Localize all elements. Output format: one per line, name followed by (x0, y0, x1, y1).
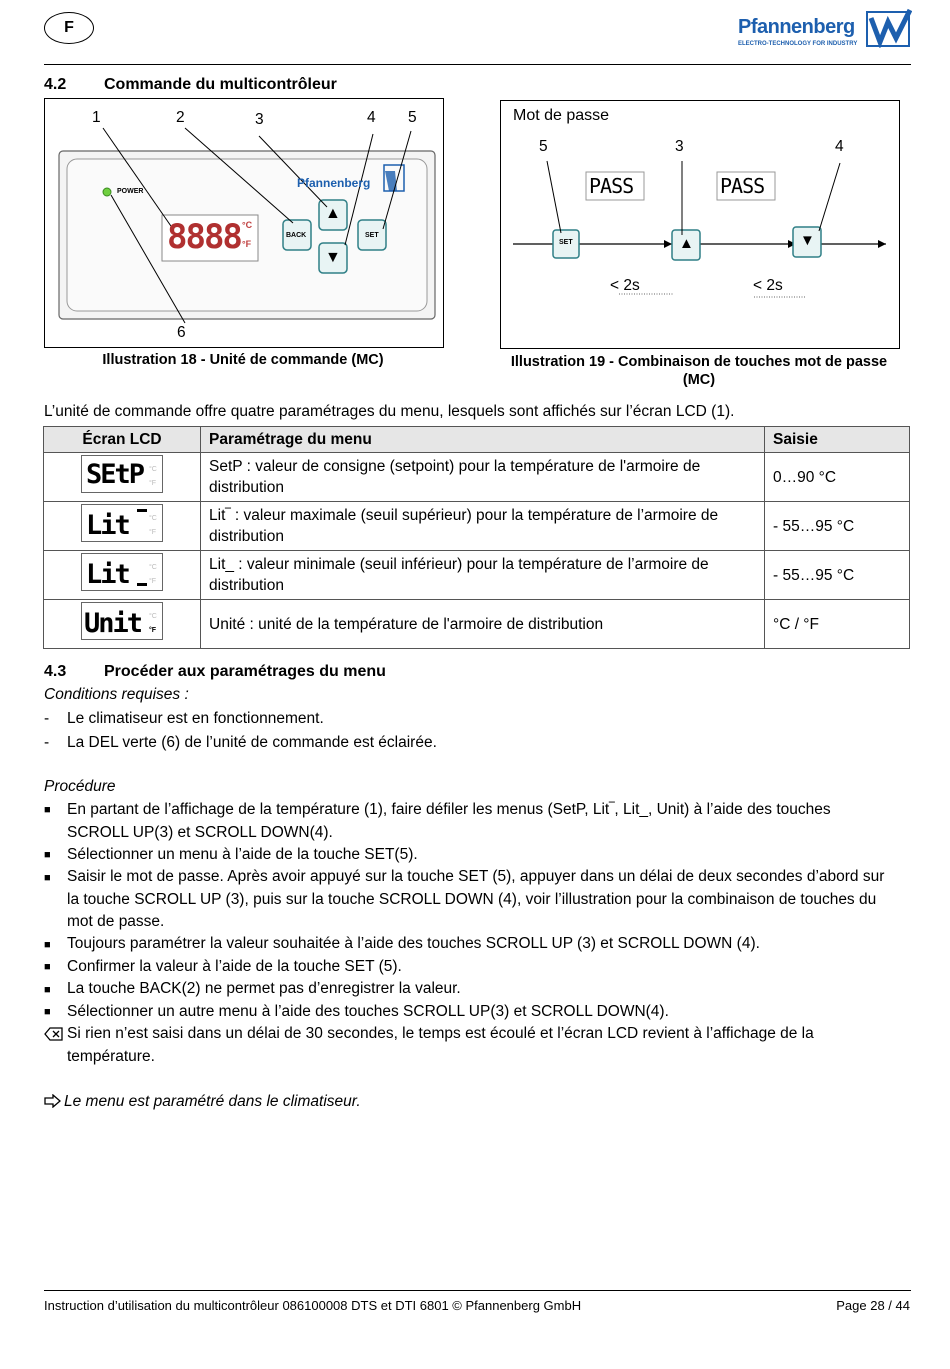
logo-mark-icon (866, 8, 912, 48)
lcd-cell (44, 453, 201, 502)
timeout-note: Si rien n’est saisi dans un délai de 30 secondes, le temps est écoulé et l’écran LCD revient à l’affichage de la température. (67, 1025, 814, 1065)
callout-4: 4 (367, 109, 376, 126)
lcd-lit-max-icon (81, 504, 163, 548)
footer-rule (44, 1290, 911, 1291)
bullet-icon: ■ (44, 1006, 51, 1018)
svg-text:°C: °C (149, 515, 157, 522)
table-row (44, 453, 910, 502)
lcd-display: 8888 (167, 217, 241, 257)
header-value: Saisie (765, 427, 910, 453)
note-pointer-icon (44, 1027, 63, 1041)
setting-value: - 55…95 °C (765, 551, 910, 600)
password-title: Mot de passe (513, 107, 610, 124)
callout-1: 1 (92, 109, 101, 126)
logo-name: Pfannenberg (738, 16, 855, 38)
figure-19-caption-line2: (MC) (682, 372, 716, 388)
procedure-step: Confirmer la valeur à l’aide de la touche SET (5). (67, 958, 402, 975)
section-title: Procéder aux paramétrages du menu (104, 663, 386, 680)
set-label: SET (559, 239, 573, 246)
section-number: 4.2 (44, 76, 67, 93)
svg-text:Lit: Lit (86, 510, 129, 541)
set-label: SET (365, 232, 379, 239)
callout-4: 4 (835, 138, 844, 155)
bullet-icon: ■ (44, 804, 51, 816)
section-number: 4.3 (44, 663, 67, 680)
logo-tagline: ELECTRO-TECHNOLOGY FOR INDUSTRY (738, 41, 858, 47)
procedure-label: Procédure (44, 778, 116, 795)
pfannenberg-logo (738, 6, 913, 50)
procedure-step: En partant de l’affichage de la température (1), faire défiler les menus (SetP, Lit‾, Lit_, Unit) à l’aide des touches SCROLL UP(3) et SCROLL DOWN(4). (67, 801, 831, 841)
svg-text:°F: °F (149, 529, 157, 536)
bullet-icon: ■ (44, 872, 51, 884)
section-4-3-heading (44, 663, 644, 683)
unit-brand: Pfannenberg (297, 176, 371, 190)
section-title: Commande du multicontrôleur (104, 76, 337, 93)
table-row (44, 600, 910, 649)
svg-text:°F: °F (149, 627, 157, 634)
procedure-step: La touche BACK(2) ne permet pas d’enregistrer la valeur. (67, 980, 461, 997)
svg-text:SEtP: SEtP (86, 459, 144, 490)
lcd-unit-icon (81, 602, 163, 646)
lcd-pass-1: PASS (589, 174, 634, 198)
bullet-icon: ■ (44, 939, 51, 951)
svg-text:°F: °F (149, 480, 157, 487)
header-rule (44, 64, 911, 65)
dash-marker: - (44, 734, 50, 751)
lcd-cell (44, 600, 201, 649)
procedure-step: Toujours paramétrer la valeur souhaitée à l’aide des touches SCROLL UP (3) et SCROLL DOWN (4). (67, 935, 760, 952)
table-row (44, 502, 910, 551)
footer-page-number: Page 28 / 44 (836, 1298, 910, 1313)
language-badge: F (44, 12, 94, 44)
svg-text:Unit: Unit (84, 608, 142, 639)
setting-value: 0…90 °C (765, 453, 910, 502)
callout-3: 3 (675, 138, 684, 155)
down-arrow-icon: ▼ (800, 232, 815, 249)
power-led-icon (103, 188, 111, 196)
setting-value: - 55…95 °C (765, 502, 910, 551)
bullet-icon: ■ (44, 984, 51, 996)
up-arrow-icon: ▲ (325, 205, 341, 222)
lcd-pass-2: PASS (720, 174, 765, 198)
callout-3: 3 (255, 111, 264, 128)
unit-celsius: °C (242, 220, 253, 230)
result-text: Le menu est paramétré dans le climatiseur. (64, 1093, 361, 1110)
time-limit-2: < 2s (753, 277, 783, 294)
footer-document-title: Instruction d’utilisation du multicontrôleur 086100008 DTS et DTI 6801 © Pfannenberg GmbH (44, 1298, 582, 1313)
up-arrow-icon: ▲ (679, 235, 694, 252)
intro-paragraph: L’unité de commande offre quatre paramétrages du menu, lesquels sont affichés sur l’écran LCD (1). (44, 403, 735, 420)
lcd-lit-min-icon (81, 553, 163, 597)
lcd-cell (44, 551, 201, 600)
procedure-step: Sélectionner un autre menu à l’aide des touches SCROLL UP(3) et SCROLL DOWN(4). (67, 1003, 669, 1020)
setting-desc: Unité : unité de la température de l'armoire de distribution (201, 600, 765, 649)
header-setting: Paramétrage du menu (201, 427, 765, 453)
svg-text:Lit: Lit (86, 559, 129, 590)
callout-5: 5 (539, 138, 548, 155)
time-limit-1: < 2s (610, 277, 640, 294)
svg-text:°C: °C (149, 613, 157, 620)
result-arrow-icon (44, 1094, 62, 1108)
menu-settings-table (43, 426, 910, 649)
setting-desc: Lit‾ : valeur maximale (seuil supérieur) pour la température de l’armoire de distribution (201, 502, 765, 551)
down-arrow-icon: ▼ (325, 249, 341, 266)
section-4-2-heading (44, 76, 644, 96)
dash-marker: - (44, 710, 50, 727)
table-row (44, 551, 910, 600)
unit-fahrenheit: °F (242, 239, 252, 249)
callout-6: 6 (177, 324, 186, 341)
figure-18-caption: Illustration 18 - Unité de commande (MC) (102, 352, 384, 368)
lcd-cell (44, 502, 201, 551)
bullet-icon: ■ (44, 849, 51, 861)
procedure-step: Sélectionner un menu à l’aide de la touche SET(5). (67, 846, 418, 863)
back-label: BACK (286, 232, 307, 239)
setting-value: °C / °F (765, 600, 910, 649)
svg-text:°F: °F (149, 578, 157, 585)
lcd-setp-icon (81, 455, 163, 499)
callout-5: 5 (408, 109, 417, 126)
power-label: POWER (117, 188, 144, 195)
setting-desc: Lit_ : valeur minimale (seuil inférieur) pour la température de l’armoire de distribution (201, 551, 765, 600)
procedure-step: Saisir le mot de passe. Après avoir appuyé sur la touche SET (5), appuyer dans un délai de deux secondes d’abord sur la touche SCROLL UP (3), puis sur la touche SCROLL DOWN (4), voir l’illustration pour la combinaison de touches du mot de passe. (67, 868, 885, 930)
figure-19-caption (500, 353, 898, 389)
svg-text:°C: °C (149, 466, 157, 473)
callout-2: 2 (176, 109, 185, 126)
bullet-icon: ■ (44, 961, 51, 973)
condition-item: Le climatiseur est en fonctionnement. (67, 710, 324, 727)
svg-text:°C: °C (149, 564, 157, 571)
figure-19-caption-line1: Illustration 19 - Combinaison de touches mot de passe (510, 354, 888, 370)
setting-desc: SetP : valeur de consigne (setpoint) pour la température de l'armoire de distribution (201, 453, 765, 502)
conditions-label: Conditions requises : (44, 686, 189, 703)
figure-19-password (500, 100, 900, 349)
condition-item: La DEL verte (6) de l’unité de commande est éclairée. (67, 734, 437, 751)
header-lcd: Écran LCD (44, 427, 201, 453)
table-header-row (44, 427, 910, 453)
figure-18-control-unit (44, 98, 444, 348)
